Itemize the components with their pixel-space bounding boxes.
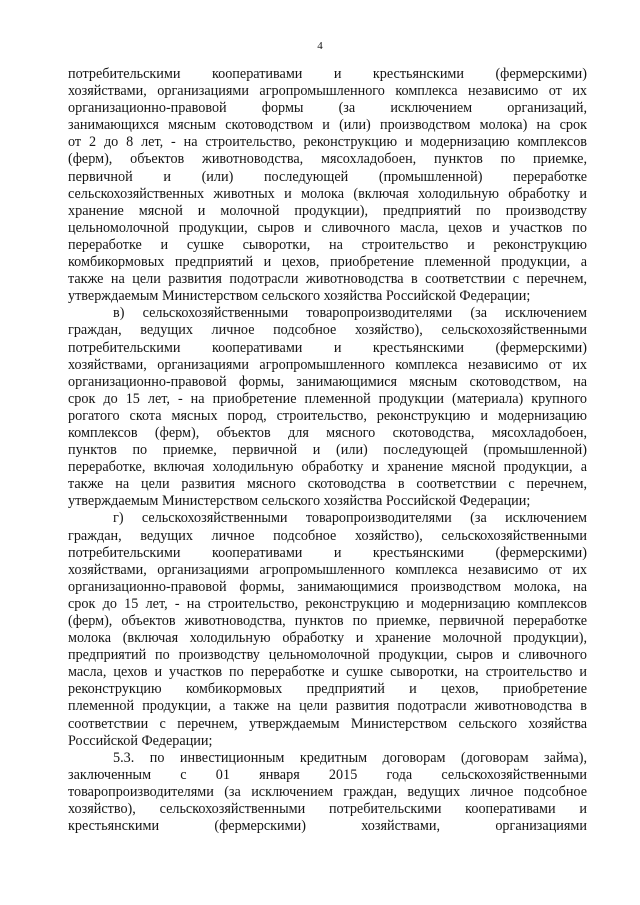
text-line: масла, цехов и участков по переработке и сушке сыворотки, на строительство и [68, 664, 587, 681]
text-line: первичной и (или) последующей (промышленной) переработке [68, 168, 587, 185]
text-line: срок до 15 лет, - на строительство, реконструкцию и модернизацию комплексов [68, 595, 587, 612]
text-line: занимающихся мясным скотоводством и (или) производством молока) на срок [68, 117, 587, 134]
text-line: переработке, включая холодильную обработку и хранение мясной продукции, а [68, 459, 587, 476]
text-line: пунктов по приемке, первичной и (или) последующей (промышленной) [68, 442, 587, 459]
text-line: хозяйствами, организациями агропромышленного комплекса независимо от их [68, 561, 587, 578]
text-line: срок до 15 лет, - на приобретение племенной продукции (материала) крупного [68, 390, 587, 407]
text-line: также на цели развития подотрасли животноводства в соответствии с перечнем, [68, 271, 587, 288]
text-line: утверждаемым Министерством сельского хозяйства Российской Федерации; [68, 493, 531, 510]
text-line: утверждаемым Министерством сельского хозяйства Российской Федерации; [68, 288, 531, 305]
text-line: Российской Федерации; [68, 732, 213, 749]
text-line: потребительскими кооперативами и крестьянскими (фермерскими) [68, 544, 587, 561]
text-line: заключенным с 01 января 2015 года сельскохозяйственными [68, 766, 587, 783]
text-line: племенной продукции, а также на цели развития подотрасли животноводства в [68, 698, 587, 715]
text-line: потребительскими кооперативами и крестьянскими (фермерскими) [68, 66, 587, 82]
text-line: крестьянскими (фермерскими) хозяйствами, организациями [68, 818, 587, 835]
text-line: организационно-правовой формы, занимающимися мясным скотоводством, на [68, 373, 587, 390]
text-line: молока (включая холодильную обработку и хранение молочной продукции), [68, 630, 587, 647]
text-line: (ферм), объектов животноводства, пунктов по приемке, первичной переработке [68, 613, 587, 629]
text-line: организационно-правовой формы, занимающимися производством молока, на [68, 578, 587, 595]
text-line: потребительскими кооперативами и крестьянскими (фермерскими) [68, 339, 587, 356]
text-line: товаропроизводителями (за исключением граждан, ведущих личное подсобное [68, 783, 587, 800]
text-line: от 2 до 8 лет, - на строительство, реконструкцию и модернизацию комплексов [68, 134, 587, 151]
page-number: 4 [317, 40, 323, 52]
text-line: хозяйствами, организациями агропромышленного комплекса независимо от их [68, 356, 587, 373]
text-line: хозяйство), сельскохозяйственными потребительскими кооперативами и [68, 801, 587, 818]
text-line: комплексов (ферм), объектов для мясного скотоводства, мясохладобоен, [68, 424, 587, 441]
text-line: 5.3. по инвестиционным кредитным договорам (договорам займа), [113, 749, 587, 766]
text-line: граждан, ведущих личное подсобное хозяйство), сельскохозяйственными [68, 527, 587, 544]
text-line: комбикормовых предприятий и цехов, приобретение племенной продукции, а [68, 254, 587, 271]
text-line: соответствии с перечнем, утверждаемым Министерством сельского хозяйства [68, 715, 587, 732]
text-line: сельскохозяйственных животных и молока (включая холодильную обработку и [68, 185, 587, 202]
text-line: хранение мясной и молочной продукции), предприятий по производству [68, 202, 587, 219]
text-line: переработке и сушке сыворотки, на строительство и реконструкцию [68, 236, 587, 253]
text-line: хозяйствами, организациями агропромышленного комплекса независимо от их [68, 83, 587, 100]
text-line: граждан, ведущих личное подсобное хозяйство), сельскохозяйственными [68, 322, 587, 339]
text-line: предприятий по производству цельномолочной продукции, сыров и сливочного [68, 647, 587, 664]
text-line: (ферм), объектов животноводства, мясохладобоен, пунктов по приемке, [68, 151, 587, 168]
text-line: организационно-правовой формы (за исключением организаций, [68, 100, 587, 117]
document-body [68, 66, 587, 835]
text-line: цельномолочной продукции, сыров и сливочного масла, цехов и участков по [68, 219, 587, 236]
text-line: в) сельскохозяйственными товаропроизводителями (за исключением [113, 305, 587, 322]
text-line: г) сельскохозяйственными товаропроизводителями (за исключением [113, 510, 587, 527]
text-line: рогатого скота мясных пород, строительство, реконструкцию и модернизацию [68, 407, 587, 424]
text-line: также на цели развития мясного скотоводства в соответствии с перечнем, [68, 476, 587, 493]
text-line: реконструкцию комбикормовых предприятий и цехов, приобретение [68, 681, 587, 698]
